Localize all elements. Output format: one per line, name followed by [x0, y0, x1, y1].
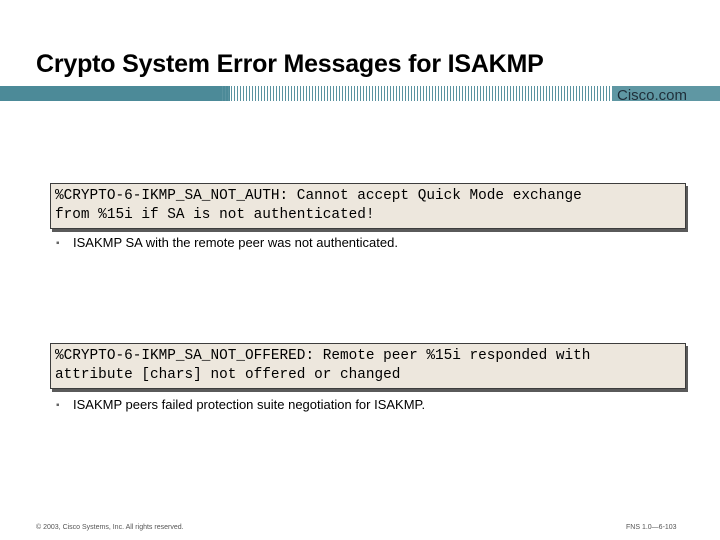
page-title: Crypto System Error Messages for ISAKMP	[36, 50, 544, 78]
cisco-logo: Cisco.com	[617, 87, 688, 104]
bullet-text: ISAKMP peers failed protection suite negotiation for ISAKMP.	[73, 397, 426, 412]
bullet-item-2	[56, 397, 425, 412]
bullet-icon: ▪	[56, 238, 60, 249]
header-band	[0, 86, 230, 101]
bullet-icon: ▪	[56, 400, 60, 411]
code-line: %CRYPTO-6-IKMP_SA_NOT_OFFERED: Remote peer %15i responded with	[55, 348, 591, 364]
bullet-item-1	[56, 235, 398, 250]
code-line: %CRYPTO-6-IKMP_SA_NOT_AUTH: Cannot accept Quick Mode exchange	[55, 188, 582, 204]
code-line: from %15i if SA is not authenticated!	[55, 207, 375, 223]
bullet-text: ISAKMP SA with the remote peer was not authenticated.	[73, 235, 398, 250]
copyright-footer: © 2003, Cisco Systems, Inc. All rights reserved.	[36, 524, 184, 531]
header-stripes	[222, 86, 612, 101]
code-line: attribute [chars] not offered or changed	[55, 367, 401, 383]
slide-number: FNS 1.0—6-103	[626, 524, 677, 531]
error-message-box-1	[50, 183, 686, 229]
error-message-box-2	[50, 343, 686, 389]
